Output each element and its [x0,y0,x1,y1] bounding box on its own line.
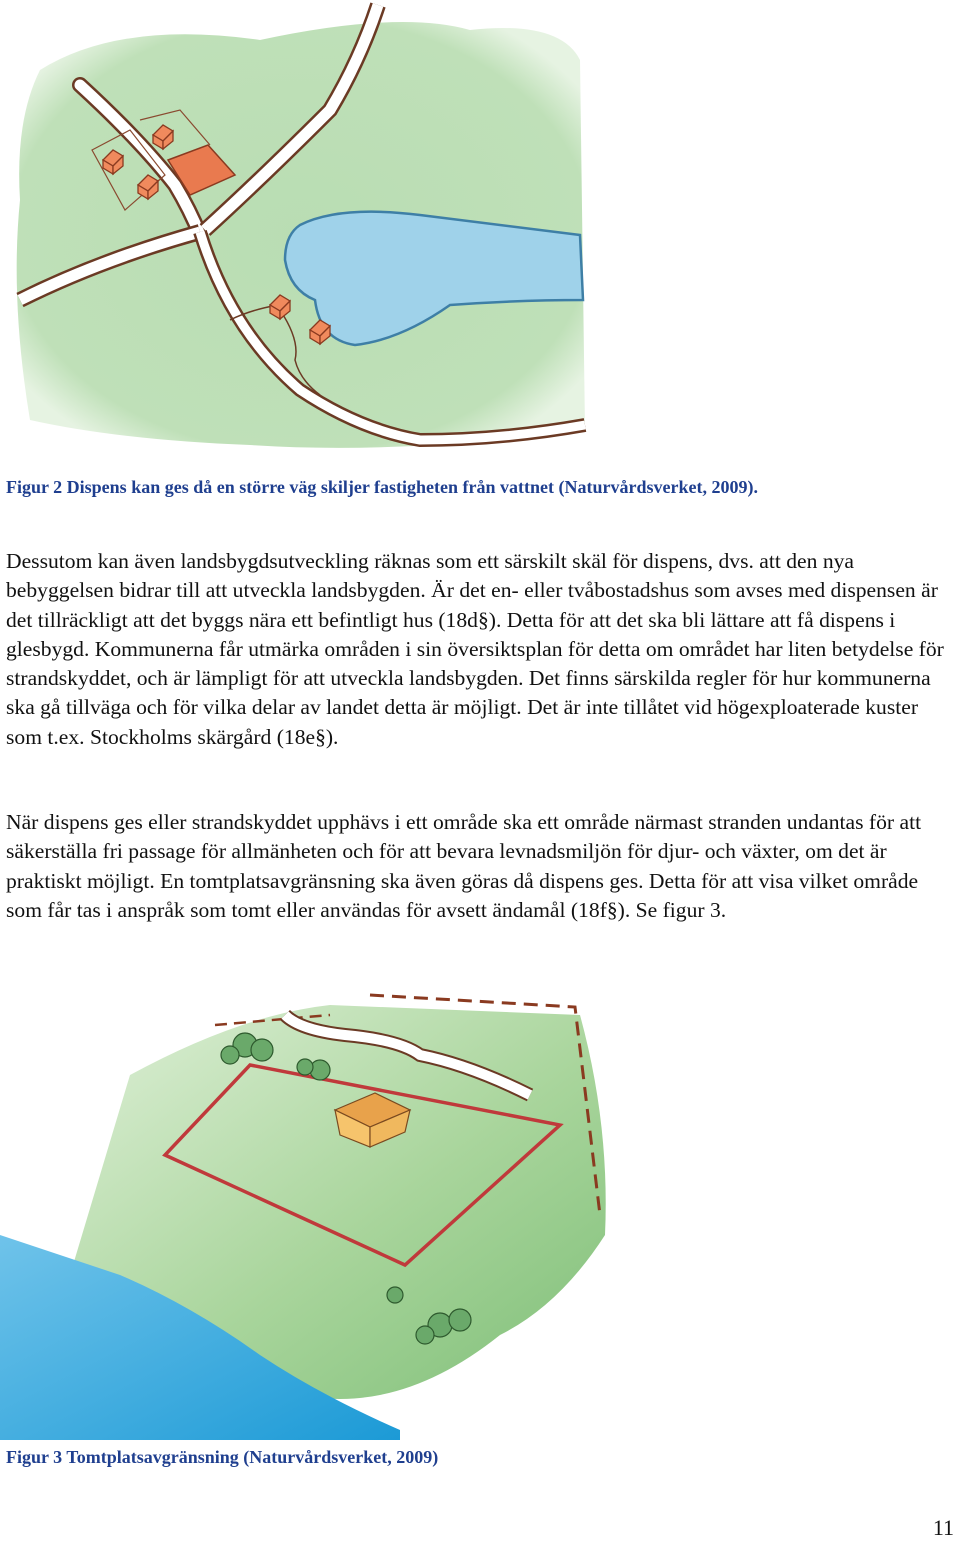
plot-illustration [0,975,960,1440]
figure-3-caption: Figur 3 Tomtplatsavgränsning (Naturvårdsverket, 2009) [6,1447,439,1467]
page-number: 11 [932,1515,954,1540]
figure-3-plot [0,975,960,1440]
figure-2-map [0,0,960,460]
paragraph-2: När dispens ges eller strandskyddet upphävs i ett område ska ett område närmast stranden undantas för att säkerställa fri passage för allmänheten och för att bevara levnadsmiljön för djur- och växter, om det är praktiskt möjligt. En tomtplatsavgränsning ska även göras då dispens ges. Detta för att visa vilket område som får tas i anspråk som tomt eller användas för avsett ändamål (18f§). Se figur 3. [6,810,922,922]
figure-2-caption: Figur 2 Dispens kan ges då en större väg skiljer fastigheten från vattnet (Naturvårdsverket, 2009). [6,477,758,497]
map-illustration [0,0,960,460]
paragraph-1: Dessutom kan även landsbygdsutveckling räknas som ett särskilt skäl för dispens, dvs. att den nya bebyggelsen bidrar till att utveckla landsbygden. Är det en- eller tvåbostadshus som avses med dispensen är det tillräckligt att det byggs nära ett befintligt hus (18d§). Detta för att det ska bli lättare att få dispens i glesbygd. Kommunerna får utmärka områden i sin översiktsplan för detta om området har liten betydelse för strandskyddet, och är lämpligt för att utveckla landsbygden. Det finns särskilda regler för hur kommunerna ska gå tillväga och för vilka delar av landet detta är möjligt. Det är inte tillåtet vid högexploaterade kuster som t.ex. Stockholms skärgård (18e§). [6,549,944,749]
